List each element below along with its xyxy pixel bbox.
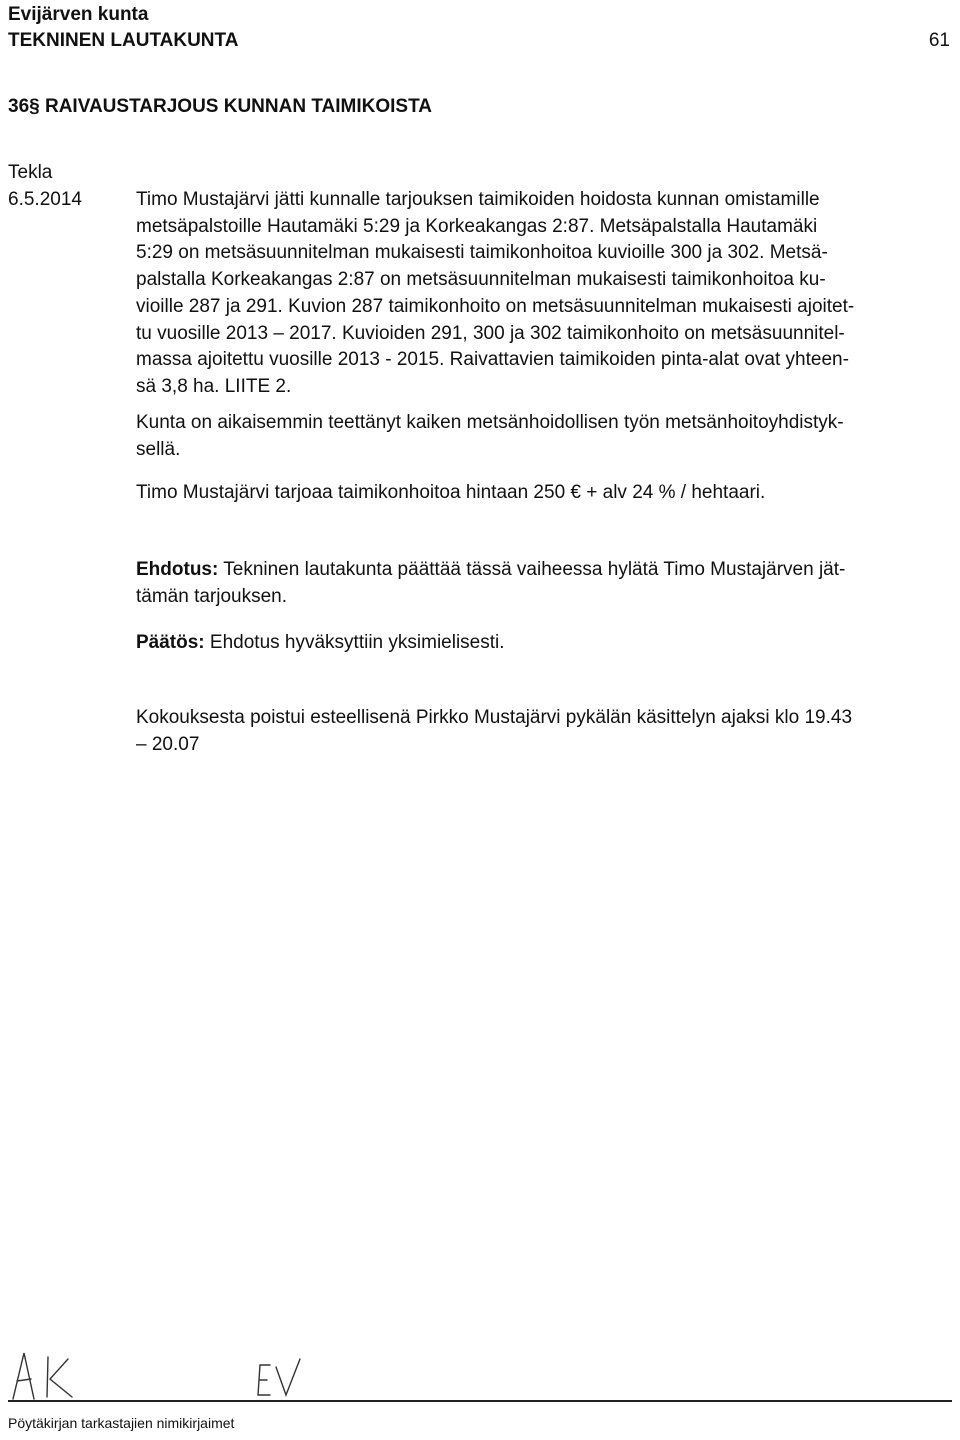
side-label-date: 6.5.2014 — [8, 189, 82, 210]
municipality-name: Evijärven kunta — [8, 4, 149, 25]
decision-label: Päätös: — [136, 632, 205, 653]
paragraph-price: Timo Mustajärvi tarjoaa taimikonhoitoa hintaan 250 € + alv 24 % / hehtaari. — [136, 482, 766, 503]
proposal-text: Tekninen lautakunta päättää tässä vaiheessa hylätä Timo Mustajärven jät- tämän tarjouksen. — [136, 559, 846, 607]
handwritten-initials — [8, 1345, 348, 1403]
section-title: 36§ RAIVAUSTARJOUS KUNNAN TAIMIKOISTA — [8, 96, 433, 117]
proposal-label: Ehdotus: — [136, 559, 219, 580]
paragraph-disqualification: Kokouksesta poistui esteellisenä Pirkko Mustajärvi pykälän käsittelyn ajaksi klo 19.43 – 20.07 — [136, 707, 853, 755]
committee-name: TEKNINEN LAUTAKUNTA — [8, 30, 239, 51]
document-header — [8, 2, 238, 54]
paragraph-proposal — [136, 557, 956, 610]
decision-text: Ehdotus hyväksyttiin yksimielisesti. — [204, 632, 505, 653]
signature-line — [8, 1400, 952, 1402]
page-number: 61 — [928, 30, 950, 51]
paragraph-decision — [136, 630, 956, 657]
paragraph-previous-work: Kunta on aikaisemmin teettänyt kaiken metsänhoidollisen työn metsänhoitoyhdistyk- sellä. — [136, 412, 844, 460]
side-label-tekla: Tekla — [8, 162, 53, 183]
paragraph-offer: Timo Mustajärvi jätti kunnalle tarjouksen taimikoiden hoidosta kunnan omistamille metsäpalstoille Hautamäki 5:29 ja Korkeakangas 2:87. Metsäpalstalla Hautamäki 5:29 on metsäsuunnitelman mukaisesti taimikonhoitoa kuvioille 300 ja 302. Metsä- palstalla Korkeakangas 2:87 on metsäsuunnitelman mukaisesti taimikonhoitoa ku- vioille 287 ja 291. Kuvion 287 taimikonhoito on metsäsuunnitelman mukaisesti ajoitet- tu vuosille 2013 – 2017. Kuvioiden 291, 300 ja 302 taimikonhoito on metsäsuunnitel- massa ajoitettu vuosille 2013 - 2015. Raivattavien taimikoiden pinta-alat ovat yhteen- sä 3,8 ha. LIITE 2. — [136, 189, 855, 397]
signatures-label: Pöytäkirjan tarkastajien nimikirjaimet — [8, 1415, 235, 1431]
